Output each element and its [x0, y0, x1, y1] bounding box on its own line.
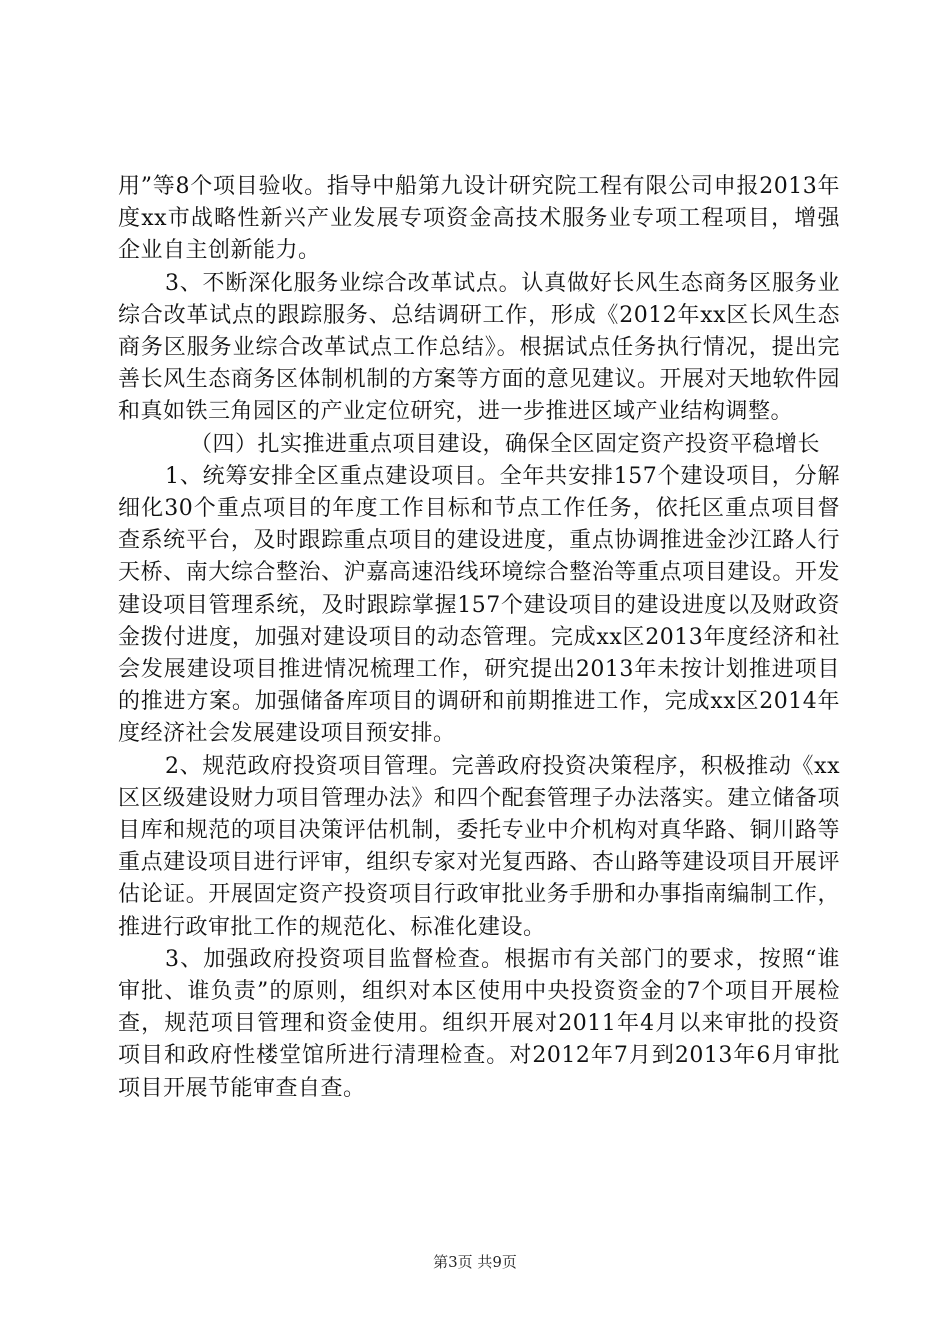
- paragraph-continuation: 用”等8个项目验收。指导中船第九设计研究院工程有限公司申报2013年度xx市战略性新兴产业发展专项资金高技术服务业专项工程项目，增强企业自主创新能力。: [118, 174, 840, 264]
- paragraph-item-3-service-reform: 3、不断深化服务业综合改革试点。认真做好长风生态商务区服务业综合改革试点的跟踪服务、总结调研工作，形成《2012年xx区长风生态商务区服务业综合改革试点工作总结》。根据试点任务执行情况，提出完善长风生态商务区体制机制的方案等方面的意见建议。开展对天地软件园和真如铁三角园区的产业定位研究，进一步推进区域产业结构调整。: [118, 270, 840, 425]
- page-number-footer: 第3页 共9页: [433, 1253, 517, 1271]
- paragraph-item-1-key-projects: 1、统筹安排全区重点建设项目。全年共安排157个建设项目，分解细化30个重点项目的年度工作目标和节点工作任务，依托区重点项目督查系统平台，及时跟踪重点项目的建设进度，重点协调推进金沙江路人行天桥、南大综合整治、沪嘉高速沿线环境综合整治等重点项目建设。开发建设项目管理系统，及时跟踪掌握157个建设项目的建设进度以及财政资金拨付进度，加强对建设项目的动态管理。完成xx区2013年度经济和社会发展建设项目推进情况梳理工作，研究提出2013年未按计划推进项目的推进方案。加强储备库项目的调研和前期推进工作，完成xx区2014年度经济社会发展建设项目预安排。: [118, 463, 840, 747]
- paragraph-item-3-supervision: 3、加强政府投资项目监督检查。根据市有关部门的要求，按照“谁审批、谁负责”的原则，组织对本区使用中央投资资金的7个项目开展检查，规范项目管理和资金使用。组织开展对2011年4月以来审批的投资项目和政府性楼堂馆所进行清理检查。对2012年7月到2013年6月审批项目开展节能审查自查。: [118, 946, 840, 1101]
- document-body: [118, 171, 840, 1105]
- paragraph-item-2-investment-management: 2、规范政府投资项目管理。完善政府投资决策程序，积极推动《xx区区级建设财力项目管理办法》和四个配套管理子办法落实。建立储备项目库和规范的项目决策评估机制，委托专业中介机构对真华路、铜川路等重点建设项目进行评审，组织专家对光复西路、杏山路等建设项目开展评估论证。开展固定资产投资项目行政审批业务手册和办事指南编制工作，推进行政审批工作的规范化、标准化建设。: [118, 753, 840, 940]
- section-heading-4: （四）扎实推进重点项目建设，确保全区固定资产投资平稳增长: [190, 431, 821, 457]
